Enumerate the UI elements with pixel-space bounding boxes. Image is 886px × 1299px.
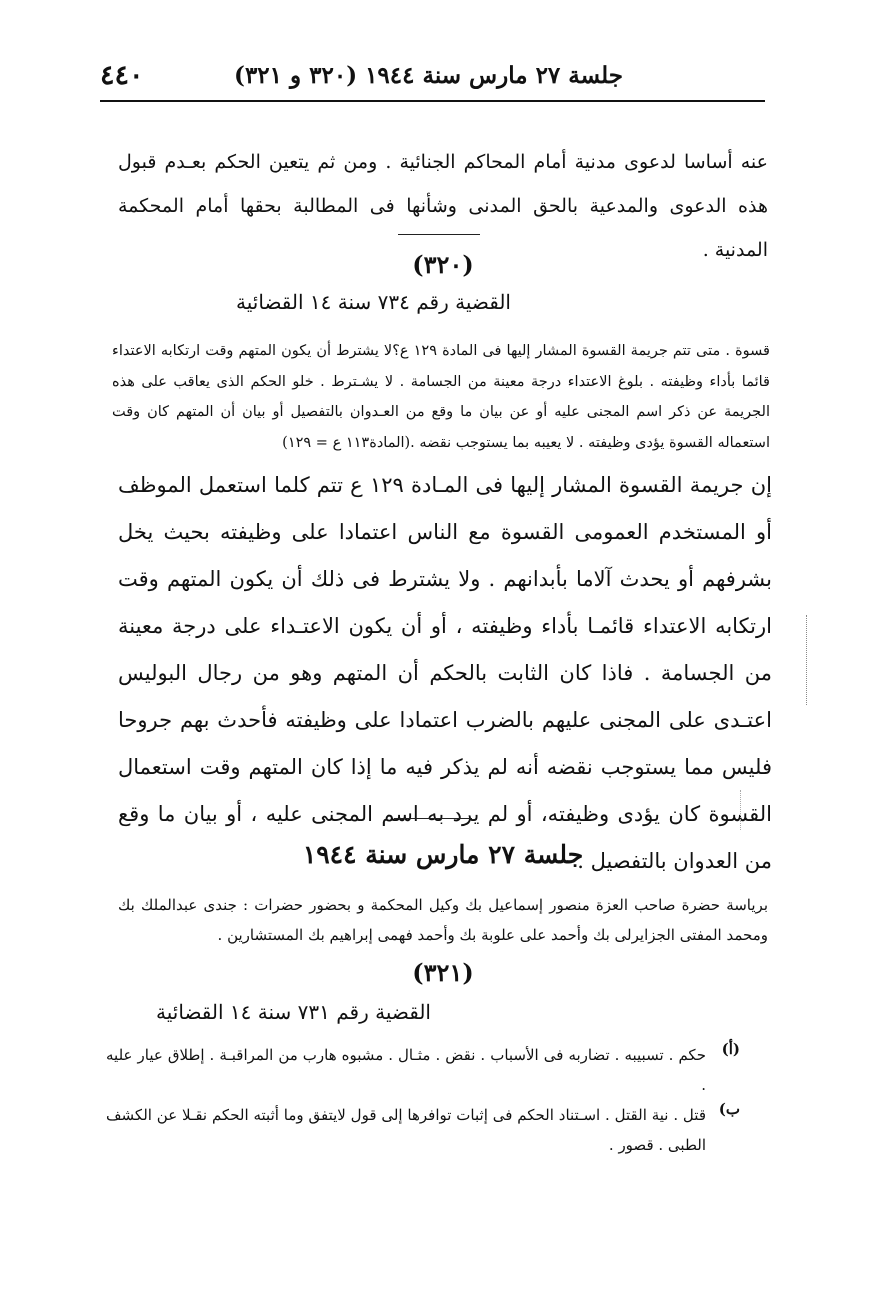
point-marker: (أ) [721, 1040, 740, 1058]
point-marker: ب) [718, 1100, 740, 1118]
case-title-321: القضية رقم ٧٣١ سنة ١٤ القضائية [156, 1000, 431, 1024]
headnote-point: قتل . نية القتل . اسـتناد الحكم فى إثبات توافرها إلى قول لايتفق وما أثبته الحكم نقـلا عن الكشف الطبى . قصور . [106, 1106, 706, 1154]
headnote-point: حكم . تسبيبه . تضاربه فى الأسباب . نقض . مثـال . مشبوه هارب من المراقبـة . إطلاق عيار عليه . [106, 1046, 706, 1094]
case-number-321: (٣٢١) [412, 958, 474, 987]
case-title-320: القضية رقم ٧٣٤ سنة ١٤ القضائية [236, 290, 511, 314]
intro-paragraph: عنه أساسا لدعوى مدنية أمام المحاكم الجنائية . ومن ثم يتعين الحكم بعـدم قبول هذه الدعوى والمدعية بالحق المدنى وشأنها فى المطالبة بحقها أمام المحكمة المدنية . [118, 151, 768, 261]
headnote-320: قسوة . متى تتم جريمة القسوة المشار إليها فى المادة ١٢٩ ع؟لا يشترط أن يكون المتهم وقت ارتكابه الاعتداء قائما بأداء وظيفته . بلوغ الاعتداء درجة معينة من الجسامة . لا يشـترط . خلو الحكم الذى يعاقب على هذه الجريمة عن ذكر اسم المجنى عليه أو عن بيان ما وقع من العـدوان بالتفصيل أو بيان أن المتهم كان وقت استعماله القسوة يؤدى وظيفته . لا يعيبه بما يستوجب نقضه .(المادة١١٣ ع = ١٢٩) [112, 343, 770, 451]
section-divider [398, 234, 480, 235]
page-number: ٤٤٠ [100, 60, 144, 91]
presidency-paragraph: برياسة حضرة صاحب العزة منصور إسماعيل بك وكيل المحكمة و بحضور حضرات : جندى عبدالملك بك ومحمد المفتى الجزايرلى بك وأحمد على علوبة بك وأحمد فهمى إبراهيم بك المستشارين . [118, 896, 768, 944]
margin-mark [806, 615, 811, 705]
page-header [100, 58, 765, 102]
case-number-320: (٣٢٠) [412, 250, 474, 279]
session-heading: جلسة ٢٧ مارس سنة ١٩٤٤ [302, 840, 584, 869]
running-head: جلسة ٢٧ مارس سنة ١٩٤٤ (٣٢٠ و ٣٢١) [234, 62, 623, 89]
judgment-body-320: إن جريمة القسوة المشار إليها فى المـادة ١٢٩ ع تتم كلما استعمل الموظف أو المستخدم العمومى القسوة مع الناس اعتمادا على وظيفته بحيث يخل بشرفهم أو يحدث آلاما بأبدانهم . ولا يشترط فى ذلك أن يكون المتهم وقت ارتكابه الاعتداء قائمـا بأداء وظيفته ، أو أن يكون الاعتـداء على درجة معينة من الجسامة . فاذا كان الثابت بالحكم أن المتهم وهو من رجال البوليس اعتـدى على المجنى عليهم بالضرب اعتمادا على وظيفته فأحدث بهم جروحا فليس مما يستوجب نقضه أنه لم يذكر فيه ما إذا كان المتهم وقت استعمال القسوة كان يؤدى وظيفته، أو لم يرد به اسم المجنى عليه ، أو بيان ما وقع من العدوان بالتفصيل . [118, 473, 772, 873]
section-divider [394, 818, 472, 819]
margin-mark [740, 790, 745, 830]
